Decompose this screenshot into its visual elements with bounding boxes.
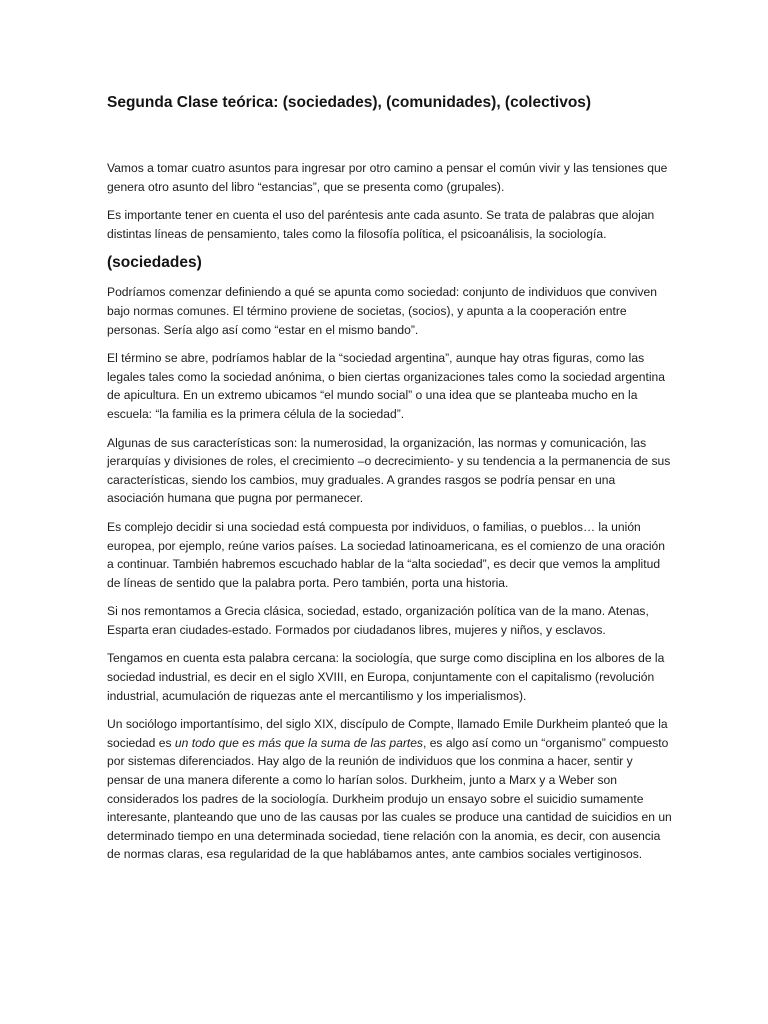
section-heading-sociedades: (sociedades): [107, 254, 202, 272]
paragraph-termino: El término se abre, podríamos hablar de la “sociedad argentina”, aunque hay otras figuras, como las legales tales como la sociedad anónima, o bien ciertas organizaciones tales como la sociedad argentina de apicultura. En un extremo ubicamos “el mundo social” o una idea que se planteaba mucho en la escuela: “la familia es la primera célula de la sociedad”.: [107, 351, 665, 421]
document-title: Segunda Clase teórica: (sociedades), (comunidades), (colectivos): [107, 94, 592, 111]
paragraph-caracteristicas: Algunas de sus características son: la numerosidad, la organización, las normas y comunicación, las jerarquías y divisiones de roles, el crecimiento –o decrecimiento- y su tendencia a la permanencia de sus características, siendo los cambios, muy graduales. A grandes rasgos se podría pensar en una asociación humana que pugna por permanecer.: [107, 435, 671, 506]
paragraph-sociologia: Tengamos en cuenta esta palabra cercana: la sociología, que surge como disciplina en los albores de la sociedad industrial, es decir en el siglo XVIII, en Europa, conjuntamente con el capitalismo (revolución industrial, acumulación de riquezas ante el mercantilismo y los imperialismos).: [107, 651, 665, 703]
intro-paragraph-1: Vamos a tomar cuatro asuntos para ingresar por otro camino a pensar el común vivir y las tensiones que genera otro asunto del libro “estancias”, que se presenta como (grupales).: [107, 161, 668, 194]
paragraph-grecia: Si nos remontamos a Grecia clásica, sociedad, estado, organización política van de la mano. Atenas, Esparta eran ciudades-estado. Formados por ciudadanos libres, mujeres y niños, y esclavos.: [107, 604, 649, 637]
durkheim-italic-quote: un todo que es más que la suma de las partes: [174, 735, 423, 750]
paragraph-definicion: Podríamos comenzar definiendo a qué se apunta como sociedad: conjunto de individuos que conviven bajo normas comunes. El término proviene de societas, (socios), y apunta a la cooperación entre personas. Sería algo así como “estar en el mismo bando”.: [107, 285, 657, 337]
intro-paragraph-2: Es importante tener en cuenta el uso del paréntesis ante cada asunto. Se trata de palabras que alojan distintas líneas de pensamiento, tales como la filosofía política, el psicoanálisis, la sociología.: [107, 208, 655, 241]
durkheim-text-start: Un sociólogo importantísimo, del siglo XIX, discípulo de Compte, llamado Emile Durkheim planteó que la sociedad es: [107, 717, 668, 750]
paragraph-complejidad: Es complejo decidir si una sociedad está compuesta por individuos, o familias, o pueblos… la unión europea, por ejemplo, reúne varios países. La sociedad latinoamericana, es el comienzo de una oración a continuar. También habremos escuchado hablar de la “alta sociedad”, es decir que vemos la amplitud de líneas de sentido que la palabra porta. Pero también, porta una historia.: [107, 519, 665, 590]
paragraph-durkheim: [107, 715, 672, 864]
durkheim-text-end: , es algo así como un “organismo” compuesto por sistemas diferenciados. Hay algo de la reunión de individuos que los conmina a hacer, sentir y pensar de una manera diferente a como lo harían solos. Durkheim, junto a Marx y a Weber son considerados los padres de la sociología. Durkheim produjo un ensayo sobre el suicidio sumamente interesante, planteando que uno de las causas por las cuales se produce una cantidad de suicidios en un determinado tiempo en una determinada sociedad, tiene relación con la anomia, es decir, con ausencia de normas claras, esa regularidad de la que hablábamos antes, ante cambios sociales vertiginosos.: [107, 735, 672, 862]
